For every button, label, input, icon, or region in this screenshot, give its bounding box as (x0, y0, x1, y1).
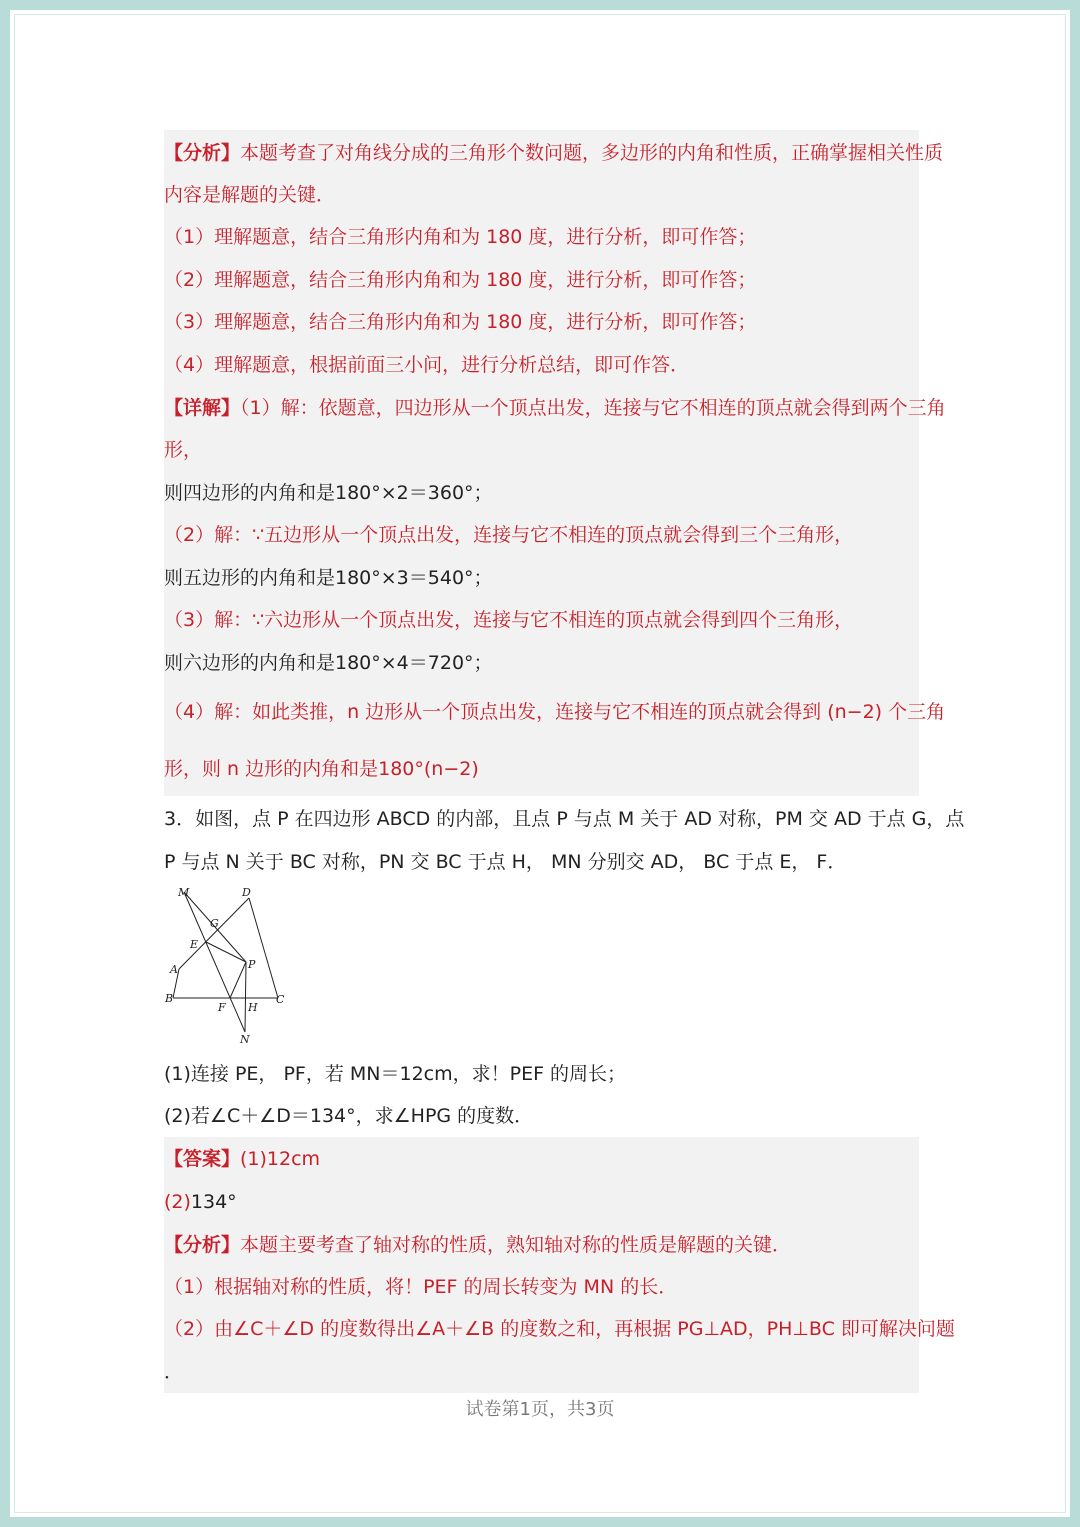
label-d: D (242, 886, 251, 899)
label-b: B (165, 992, 174, 1005)
segment-mn (184, 892, 245, 1032)
analysis-line-1 (164, 140, 944, 166)
label-h: H (248, 1001, 258, 1014)
question3-line-2: P 与点 N 关于 BC 对称，PN 交 BC 于点 H， MN 分别交 AD， BC 于点 E， F． (164, 851, 847, 873)
analysis-tag: 【分析】 (164, 142, 241, 164)
answer-hint-1: （1）根据轴对称的性质，将！PEF 的周长转变为 MN 的长． (164, 1276, 678, 1298)
question3-sub-2: (2)若∠C＋∠D＝134°，求∠HPG 的度数． (164, 1105, 534, 1127)
answer-analysis-tag: 【分析】 (164, 1234, 241, 1256)
detail-line-3a: （3）解：∵六边形从一个顶点出发，连接与它不相连的顶点就会得到四个三角形， (164, 609, 854, 631)
hint-line-1: （1）理解题意，结合三角形内角和为 180 度，进行分析，即可作答； (164, 226, 757, 248)
hint-line-2: （2）理解题意，结合三角形内角和为 180 度，进行分析，即可作答； (164, 269, 757, 291)
label-e: E (190, 938, 199, 951)
detail-line-2a: （2）解：∵五边形从一个顶点出发，连接与它不相连的顶点就会得到三个三角形， (164, 524, 854, 546)
answer-block (164, 1137, 919, 1393)
detail-line-1c: 则四边形的内角和是180°×2＝360°； (164, 482, 493, 504)
analysis-line-2: 内容是解题的关键． (164, 184, 336, 206)
detail-tag: 【详解】 (164, 397, 241, 419)
answer-hint-2: （2）由∠C＋∠D 的度数得出∠A＋∠B 的度数之和，再根据 PG⊥AD，PH⊥BC 即可解决问题 (164, 1318, 955, 1340)
label-n: N (240, 1033, 250, 1046)
answer-analysis-line (164, 1232, 924, 1258)
label-c: C (276, 993, 285, 1006)
segment-pn (245, 962, 246, 1032)
segment-cd (249, 898, 278, 998)
page-footer: 试卷第1页，共3页 (465, 1399, 615, 1420)
detail-line-1a (164, 395, 946, 421)
segment-pe (206, 942, 246, 962)
hint-line-3: （3）理解题意，结合三角形内角和为 180 度，进行分析，即可作答； (164, 311, 757, 333)
answer-line-2 (164, 1189, 924, 1215)
detail-text: （1）解：依题意，四边形从一个顶点出发，连接与它不相连的顶点就会得到两个三角 (240, 397, 946, 419)
question3-line-1: 3．如图，点 P 在四边形 ABCD 的内部，且点 P 与点 M 关于 AD 对称，PM 交 AD 于点 G，点 (164, 808, 965, 830)
label-m: M (178, 886, 190, 899)
geometry-figure (160, 884, 290, 1046)
detail-line-3b: 则六边形的内角和是180°×4＝720°； (164, 652, 493, 674)
label-a: A (170, 963, 178, 976)
label-p: P (248, 958, 256, 971)
label-f: F (218, 1001, 226, 1014)
detail-line-2b: 则五边形的内角和是180°×3＝540°； (164, 567, 493, 589)
question3-sub-1: (1)连接 PE， PF，若 MN＝12cm，求！PEF 的周长； (164, 1063, 627, 1085)
answer-tag: 【答案】 (164, 1148, 241, 1170)
answer-2-value: 134° (190, 1191, 237, 1213)
detail-line-4b: 形，则 n 边形的内角和是180°(n−2) (164, 758, 479, 780)
segment-pf (230, 962, 246, 998)
answer-1: (1)12cm (240, 1148, 321, 1170)
answer-analysis-text: 本题主要考查了轴对称的性质，熟知轴对称的性质是解题的关键． (240, 1234, 792, 1256)
answer-2-prefix: (2) (164, 1191, 191, 1213)
answer-hint-2-end: ． (164, 1361, 184, 1383)
answer-line-1 (164, 1146, 924, 1172)
analysis-text: 本题考查了对角线分成的三角形个数问题，多边形的内角和性质，正确掌握相关性质 (240, 142, 944, 164)
hint-line-4: （4）理解题意，根据前面三小问，进行分析总结，即可作答． (164, 354, 690, 376)
label-g: G (210, 917, 219, 930)
detail-line-4a: （4）解：如此类推，n 边形从一个顶点出发，连接与它不相连的顶点就会得到 (n−2) 个三角 (164, 701, 946, 723)
detail-line-1b: 形， (164, 439, 203, 461)
